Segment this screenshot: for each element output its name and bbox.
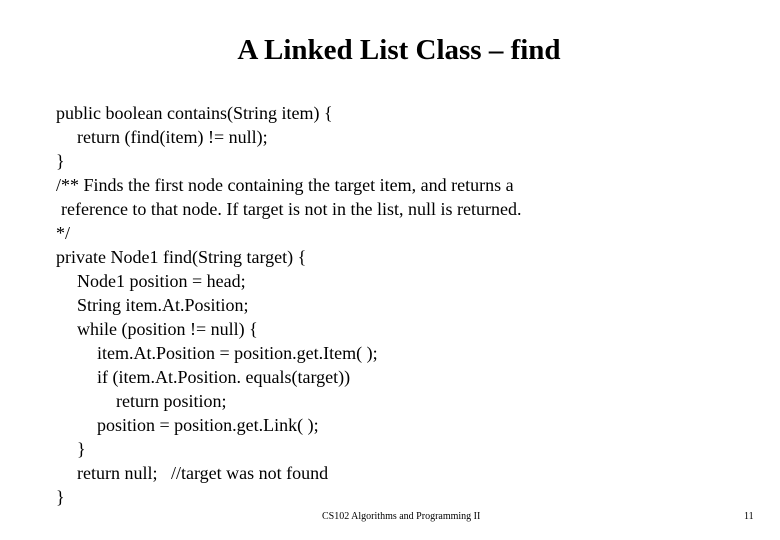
slide-title: A Linked List Class – find [237,34,561,66]
code-line: } [56,151,65,171]
code-line: */ [56,223,71,243]
code-line: while (position != null) { [77,319,258,339]
code-line: return (find(item) != null); [77,127,268,147]
code-line: return position; [116,391,227,411]
code-line: public boolean contains(String item) { [56,103,333,123]
code-line: item.At.Position = position.get.Item( ); [97,343,378,363]
code-line: return null; //target was not found [77,463,329,483]
slide-footer: CS102 Algorithms and Programming II [322,511,481,522]
code-line: String item.At.Position; [77,295,249,315]
code-line: Node1 position = head; [77,271,246,291]
code-line: /** Finds the first node containing the target item, and returns a [56,175,514,195]
code-line: position = position.get.Link( ); [97,415,319,435]
page-number: 11 [744,511,754,522]
code-line: private Node1 find(String target) { [56,247,307,267]
code-line: reference to that node. If target is not in the list, null is returned. [61,199,522,219]
code-block [56,101,522,509]
code-line: } [56,487,65,507]
code-line: if (item.At.Position. equals(target)) [97,367,351,387]
code-line: } [77,439,86,459]
